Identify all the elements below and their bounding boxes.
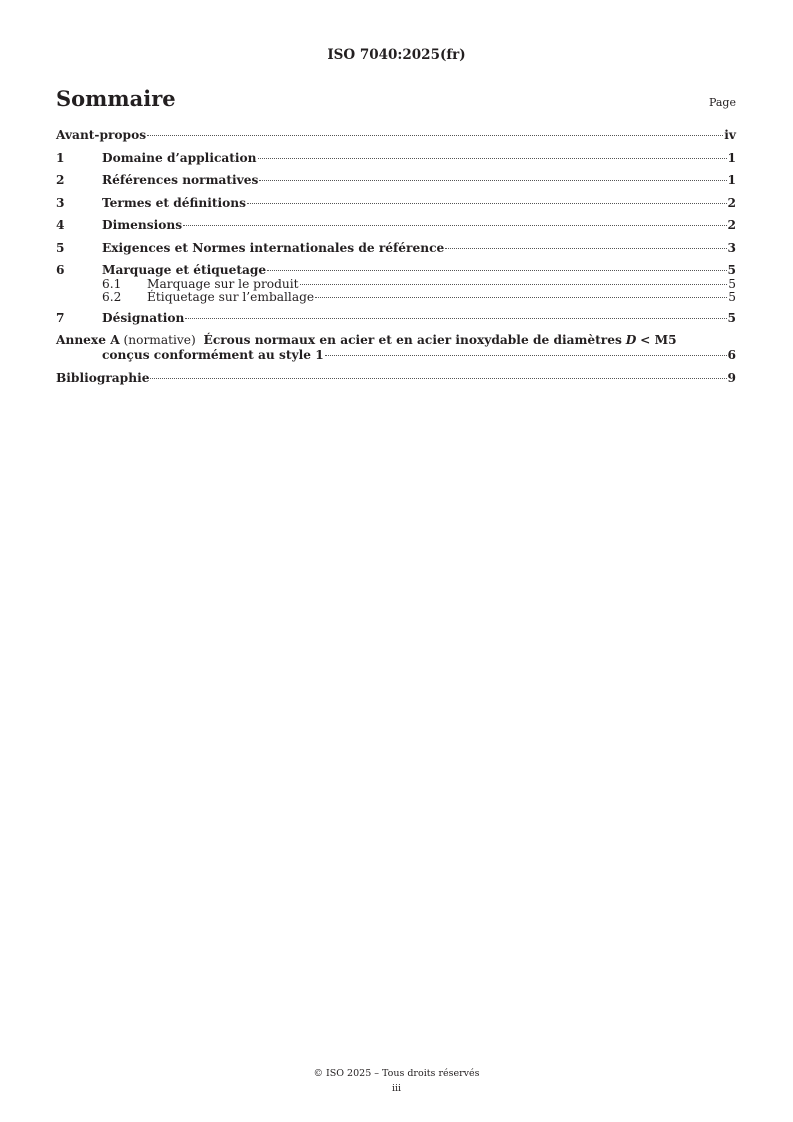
- annex-title-line: [56, 333, 736, 348]
- toc-entry-number: 6.2: [102, 289, 122, 304]
- dot-leader: [300, 284, 728, 285]
- toc-entry-number: 2: [56, 173, 65, 187]
- page-footer: [0, 1066, 793, 1096]
- toc-entry-label: Avant-propos: [56, 128, 147, 142]
- toc-entry-page: 5: [728, 277, 736, 291]
- dot-leader: [258, 158, 727, 159]
- annex-title-part1: Écrous normaux en acier et en acier inoxydable de diamètres: [203, 333, 622, 347]
- dot-leader: [445, 248, 726, 249]
- table-of-contents: [56, 128, 736, 386]
- toc-entry-foreword[interactable]: [56, 128, 736, 143]
- annex-prefix: Annexe A: [56, 333, 120, 347]
- toc-entry-dimensions[interactable]: [56, 218, 736, 233]
- toc-entry-bibliography[interactable]: [56, 371, 736, 386]
- toc-entry-number: 5: [56, 240, 65, 255]
- toc-entry-page: 9: [727, 370, 736, 385]
- dot-leader: [147, 135, 723, 136]
- dot-leader: [315, 297, 727, 298]
- toc-entry-label: Dimensions: [102, 218, 183, 232]
- toc-entry-label: Marquage sur le produit: [147, 277, 299, 291]
- toc-entry-requirements[interactable]: [56, 241, 736, 256]
- annex-title-part2: < M5: [640, 333, 677, 347]
- toc-subentry-package-labelling[interactable]: [56, 291, 736, 304]
- copyright-notice: © ISO 2025 – Tous droits réservés: [313, 1068, 480, 1079]
- annex-title-continuation: [56, 348, 736, 363]
- toc-entry-label: Références normatives: [102, 173, 259, 187]
- dot-leader: [150, 378, 726, 379]
- toc-entry-number: 4: [56, 218, 65, 232]
- toc-entry-number: 6.1: [102, 277, 122, 291]
- dot-leader: [185, 318, 726, 319]
- toc-entry-label: conçus conformément au style 1: [102, 348, 324, 362]
- page-column-label: Page: [708, 96, 736, 109]
- toc-entry-label: Termes et définitions: [102, 195, 246, 210]
- dot-leader: [183, 225, 726, 226]
- toc-entry-page: 3: [727, 240, 736, 255]
- toc-entry-page: 1: [727, 150, 736, 165]
- page-title: Sommaire: [56, 86, 176, 111]
- toc-entry-annex-a[interactable]: [56, 333, 736, 363]
- dot-leader: [267, 270, 726, 271]
- toc-entry-page: 2: [727, 218, 736, 232]
- toc-entry-page: 5: [727, 310, 736, 325]
- toc-entry-label: Exigences et Normes internationales de référence: [102, 240, 445, 255]
- toc-subentry-product-marking[interactable]: [56, 278, 736, 291]
- toc-entry-label: Bibliographie: [56, 370, 150, 385]
- dot-leader: [325, 355, 727, 356]
- toc-entry-page: 2: [727, 195, 736, 210]
- toc-entry-number: 3: [56, 195, 65, 210]
- toc-entry-number: 1: [56, 150, 65, 165]
- toc-entry-page: 5: [727, 263, 736, 277]
- toc-entry-number: 7: [56, 310, 65, 325]
- dot-leader: [247, 203, 727, 204]
- toc-entry-label: Marquage et étiquetage: [102, 263, 267, 277]
- toc-entry-number: 6: [56, 263, 65, 277]
- toc-entry-normative-references[interactable]: [56, 173, 736, 188]
- annex-title-variable: D: [625, 333, 637, 347]
- document-header: ISO 7040:2025(fr): [327, 47, 466, 63]
- dot-leader: [259, 180, 726, 181]
- toc-entry-label: Désignation: [102, 310, 185, 325]
- toc-entry-label: Domaine d’application: [102, 150, 257, 165]
- toc-entry-designation[interactable]: [56, 311, 736, 326]
- toc-entry-terms-definitions[interactable]: [56, 196, 736, 211]
- toc-entry-marking-labelling[interactable]: [56, 263, 736, 278]
- title-row: [56, 86, 736, 111]
- toc-entry-label: Étiquetage sur l’emballage: [147, 289, 315, 304]
- page-number: iii: [391, 1083, 402, 1094]
- toc-entry-page: 5: [728, 289, 736, 304]
- toc-entry-page: 6: [727, 348, 736, 362]
- annex-type: (normative): [123, 333, 196, 347]
- toc-entry-page: 1: [727, 173, 736, 187]
- toc-entry-page: iv: [724, 128, 736, 142]
- toc-entry-scope[interactable]: [56, 151, 736, 166]
